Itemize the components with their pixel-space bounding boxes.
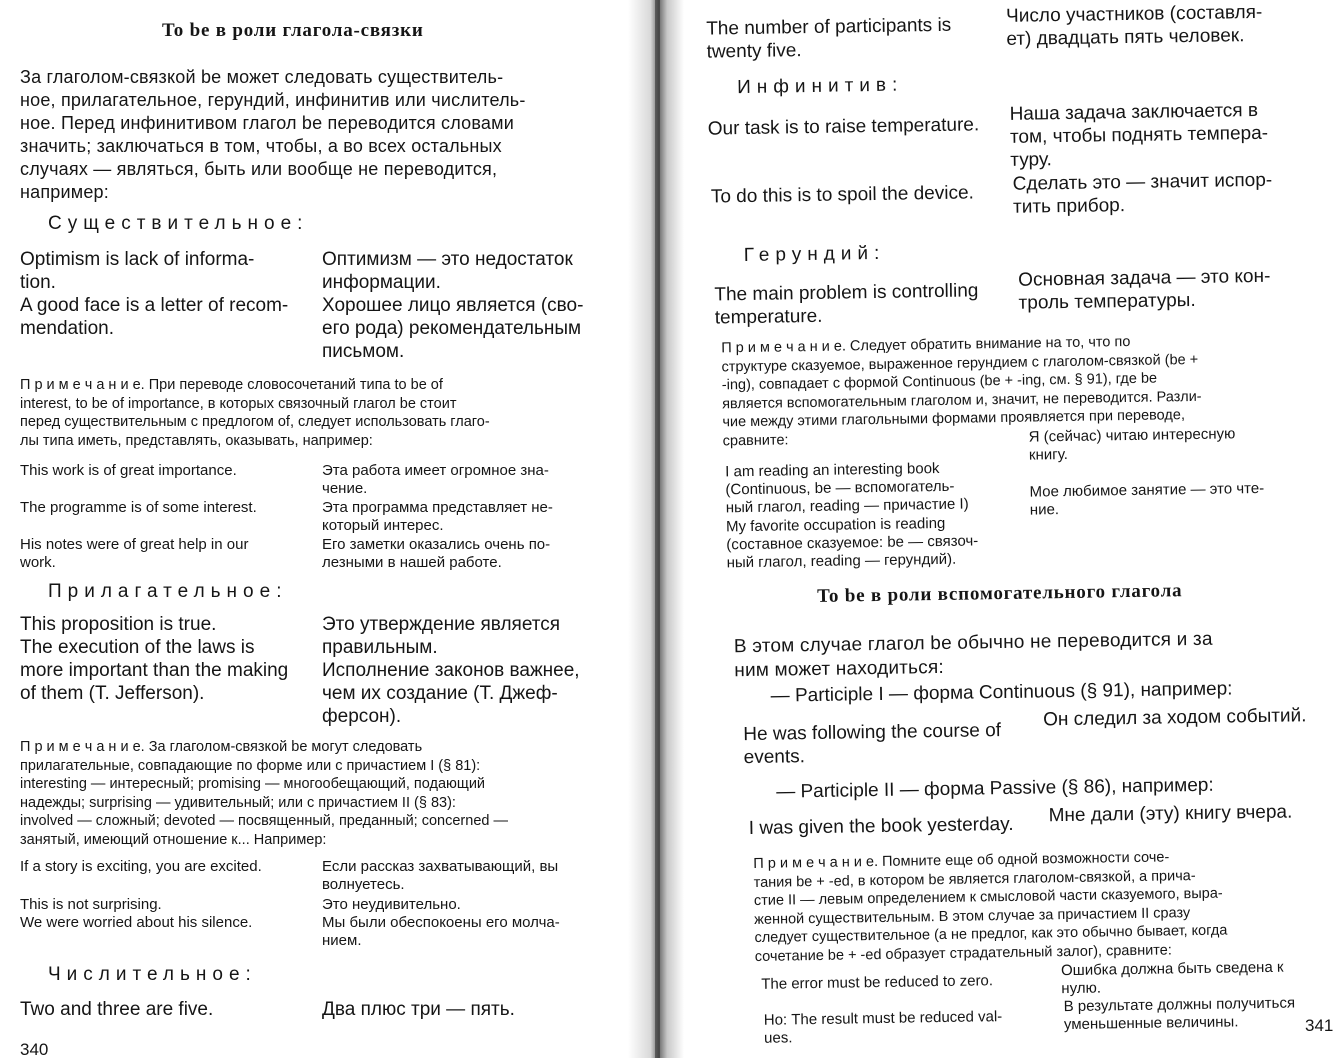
noun-example-en: Optimism is lack of informa- tion. (20, 249, 255, 293)
gerund-label: Герундий: (743, 242, 886, 267)
noun-label: Существительное: (48, 213, 309, 234)
numeral-example-en: Two and three are five. (20, 999, 214, 1020)
infinitive-example-ru: Наша задача заключается в том, чтобы поднять темпера- туру. (1009, 99, 1269, 171)
noun-example-en: A good face is a letter of recom- mendation. (20, 295, 289, 339)
right-page (680, 0, 1341, 1058)
book-spine (655, 0, 660, 1058)
intro-paragraph-2: В этом случае глагол be обычно не переводится и за ним может находиться: (733, 628, 1213, 682)
infinitive-label: Инфинитив: (736, 74, 904, 99)
participle-1-example-en: He was following the course of events. (743, 720, 1002, 769)
note3-example-en: My favorite occupation is reading (составное сказуемое: be — связоч- ный глагол, reading — герундий). (725, 514, 979, 572)
note3-example-ru: Мое любимое занятие — это чте- ние. (1029, 479, 1265, 519)
section-heading: To be в роли глагола-связки (162, 20, 424, 41)
note3-example-en: I am reading an interesting book (Continuous, be — вспомогатель- ный глагол, reading — причастие I) (725, 459, 969, 517)
note2-example-en: This is not surprising. We were worried about his silence. (20, 896, 253, 931)
infinitive-example-en: To do this is to spoil the device. (710, 182, 974, 208)
note1-example-en: His notes were of great help in our work. (20, 536, 249, 571)
note1-example-ru: Эта работа имеет огромное зна- чение. (322, 462, 549, 497)
right-page-content (680, 1, 1341, 1054)
adjective-example-en: This proposition is true. The execution of the laws is more important than the making of them (T. Jefferson). (20, 614, 289, 704)
note1-example-ru: Эта программа представляет не- который интерес. (322, 499, 553, 534)
note4-example-en: The error must be reduced to zero. (761, 972, 994, 993)
note2-example-ru: Это неудивительно. Мы были обеспокоены его молча- нием. (322, 896, 560, 949)
adjective-example-ru: Это утверждение является правильным. Исполнение законов важнее, чем их создание (Т. Джеф- ферсон). (322, 614, 580, 727)
note3-example-ru: Я (сейчас) читаю интересную книгу. (1028, 425, 1236, 464)
adjective-label: Прилагательное: (48, 581, 288, 602)
participle-2-example-ru: Мне дали (эту) книгу вчера. (1048, 801, 1293, 827)
participle-1-example-ru: Он следил за ходом событий. (1042, 705, 1307, 731)
page-number: 340 (20, 1040, 49, 1058)
gerund-example-ru: Основная задача — это кон- троль температуры. (1018, 265, 1271, 314)
top-example-ru: Число участников (составля- ет) двадцать пять человек. (1005, 1, 1263, 50)
participle-2-line: — Participle II — форма Passive (§ 86), например: (776, 774, 1214, 803)
left-page (0, 0, 640, 1058)
participle-2-example-en: I was given the book yesterday. (748, 813, 1014, 840)
page-number: 341 (1305, 1016, 1334, 1035)
note1-example-en: This work is of great importance. (20, 462, 237, 479)
note-4: П р и м е ч а н и е. Помните еще об одной возможности соче- тания be + -ed, в котором be является глаголом-связкой, а прича- стие II — левым определением к смысловой части сказуемого, выра- женной существительным. В этом случае за причастием II сразу следует существительное (а не предлог, как это обычно бывает, когда сочетание be + -ed образует страдательный залог), сравните: (753, 849, 1228, 965)
note-2: П р и м е ч а н и е. За глаголом-связкой be могут следовать прилагательные, совпадающие по форме или с причастием I (§ 81): interesting — интересный; promising — многообещающий, подающий надежды; surprising — удивительный; или с причастием II (§ 83): involved — сложный; devoted — посвященный, преданный; concerned — занятый, имеющий отношение к... Например: (20, 739, 508, 848)
note-3: П р и м е ч а н и е. Следует обратить внимание на то, что по структуре сказуемое, выраженное герундием с глаголом-связкой (be + -ing), совпадает с формой Continuous (be + -ing, см. § 91), где be является вспомогательным глаголом и, значит, не переводится. Разли- чие между этими глагольными формами проявляется при переводе, сравните: (721, 333, 1202, 449)
infinitive-example-en: Our task is to raise temperature. (707, 114, 980, 140)
infinitive-example-ru: Сделать это — значит испор- тить прибор. (1012, 169, 1273, 218)
note-1: П р и м е ч а н и е. При переводе словосочетаний типа to be of interest, to be of importance, в которых связочный глагол be стоит перед существительным с предлогом of, следует использовать глаго- лы типа иметь, представлять, оказывать, например: (20, 377, 490, 449)
note4-example-ru: Ошибка должна быть сведена к нулю. (1060, 958, 1284, 998)
noun-example-ru: Оптимизм — это недостаток информации. (322, 249, 573, 293)
numeral-example-ru: Два плюс три — пять. (322, 999, 515, 1020)
top-example-en: The number of participants is twenty five. (706, 14, 952, 63)
note2-example-en: If a story is exciting, you are excited. (20, 858, 262, 875)
note1-example-ru: Его заметки оказались очень по- лезными в нашей работе. (322, 536, 551, 571)
note2-example-ru: Если рассказ захватывающий, вы волнуетесь. (322, 858, 559, 893)
participle-1-line: — Participle I — форма Continuous (§ 91), например: (770, 678, 1233, 707)
gerund-example-en: The main problem is controlling temperature. (714, 280, 979, 329)
section-heading-2: To be в роли вспомогательного глагола (817, 580, 1183, 607)
intro-paragraph: За глаголом-связкой be может следовать существитель- ное, прилагательное, герундий, инфинитив или числитель- ное. Перед инфинитивом глагол be переводится словами значить; заключаться в том, чтобы, а во всех остальных случаях — являться, быть или вообще не переводится, например: (20, 67, 526, 202)
numeral-label: Числительное: (48, 964, 257, 985)
note1-example-en: The programme is of some interest. (20, 499, 257, 516)
note4-example-en: Но: The result must be reduced val- ues. (763, 1008, 1003, 1047)
noun-example-ru: Хорошее лицо является (сво- его рода) рекомендательным письмом. (322, 295, 584, 362)
note4-example-ru: В результате должны получиться уменьшенные величины. (1063, 994, 1296, 1034)
